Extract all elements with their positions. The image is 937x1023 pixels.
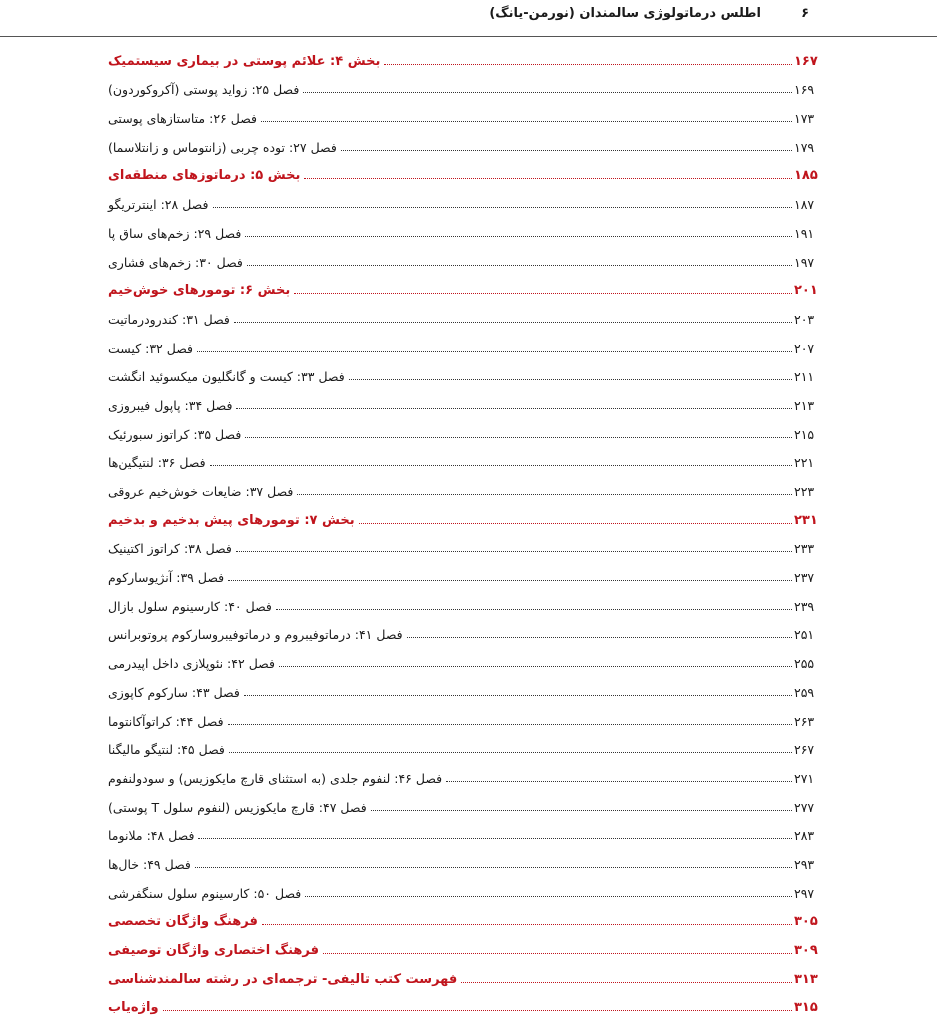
toc-chapter-entry[interactable] — [106, 388, 828, 417]
dot-leader — [245, 236, 792, 237]
page-number: ۶ — [801, 6, 809, 21]
toc-entry-page: ۱۸۵ — [794, 168, 818, 184]
toc-entry-page: ۲۱۵ — [794, 426, 815, 442]
toc-entry-title: فصل ۳۹: آنژیوسارکوم — [108, 570, 225, 586]
toc-entry-title: فصل ۴۰: کارسینوم سلول بازال — [108, 598, 272, 614]
toc-entry-title: فصل ۴۸: ملانوما — [108, 828, 195, 844]
toc-entry-title: فهرست کتب تالیفی- ترجمه‌ای در رشته سالمندشناسی — [108, 971, 458, 987]
toc-entry-title: فصل ۴۳: سارکوم کاپوزی — [108, 684, 240, 700]
dot-leader — [163, 1010, 792, 1011]
toc-chapter-entry[interactable] — [106, 819, 828, 848]
toc-chapter-entry[interactable] — [106, 847, 828, 876]
toc-entry-page: ۲۳۷ — [794, 570, 815, 586]
toc-entry-page: ۲۷۱ — [794, 770, 815, 786]
toc-entry-title: فصل ۲۵: زواید پوستی (آکروکوردون) — [108, 82, 300, 98]
toc-entry-page: ۲۵۹ — [794, 684, 815, 700]
toc-entry-title: فصل ۴۲: نئوپلازی داخل اپیدرمی — [108, 656, 275, 672]
dot-leader — [247, 265, 792, 266]
toc-entry-page: ۲۱۳ — [794, 397, 815, 413]
toc-entry-page: ۲۷۷ — [794, 799, 815, 815]
page-header — [0, 0, 937, 37]
dot-leader — [244, 695, 792, 696]
dot-leader — [261, 121, 792, 122]
dot-leader — [262, 924, 792, 925]
toc-part-entry[interactable] — [106, 962, 828, 991]
toc-entry-title: فصل ۴۷: قارچ مایکوزیس (لنفوم سلول T پوستی) — [108, 799, 367, 815]
toc-entry-page: ۲۳۹ — [794, 598, 815, 614]
toc-entry-page: ۲۰۷ — [794, 340, 815, 356]
toc-part-entry[interactable] — [106, 991, 828, 1020]
toc-entry-page: ۱۷۳ — [794, 111, 815, 127]
dot-leader — [305, 896, 792, 897]
dot-leader — [198, 838, 792, 839]
dot-leader — [294, 293, 792, 294]
toc-entry-title: فصل ۳۲: کیست — [108, 340, 194, 356]
toc-chapter-entry[interactable] — [106, 618, 828, 647]
dot-leader — [229, 752, 792, 753]
toc-chapter-entry[interactable] — [106, 876, 828, 905]
dot-leader — [228, 580, 792, 581]
toc-chapter-entry[interactable] — [106, 216, 828, 245]
dot-leader — [304, 178, 792, 179]
toc-entry-page: ۱۸۷ — [794, 197, 815, 213]
dot-leader — [349, 379, 792, 380]
toc-entry-title: فصل ۴۵: لنتیگو مالیگنا — [108, 742, 225, 758]
toc-chapter-entry[interactable] — [106, 560, 828, 589]
toc-entry-title: فصل ۳۱: کندرودرماتیت — [108, 311, 230, 327]
toc-entry-page: ۱۹۱ — [794, 225, 815, 241]
toc-chapter-entry[interactable] — [106, 245, 828, 274]
dot-leader — [303, 92, 792, 93]
toc-entry-page: ۳۱۵ — [794, 1000, 818, 1016]
dot-leader — [236, 408, 792, 409]
toc-entry-title: بخش ۶: تومورهای خوش‌خیم — [108, 283, 291, 299]
dot-leader — [384, 64, 792, 65]
toc-chapter-entry[interactable] — [106, 446, 828, 475]
toc-entry-page: ۲۹۳ — [794, 856, 815, 872]
toc-chapter-entry[interactable] — [106, 130, 828, 159]
toc-entry-title: فصل ۲۷: توده چربی (زانتوماس و زانتلاسما) — [108, 139, 337, 155]
toc-entry-page: ۲۰۳ — [794, 311, 815, 327]
table-of-contents — [106, 44, 828, 1019]
toc-entry-title: فصل ۳۴: پاپول فیبروزی — [108, 397, 233, 413]
toc-chapter-entry[interactable] — [106, 474, 828, 503]
toc-entry-title: فصل ۳۰: زخم‌های فشاری — [108, 254, 243, 270]
toc-part-entry[interactable] — [106, 503, 828, 532]
toc-entry-title: فصل ۳۵: کراتوز سبورئیک — [108, 426, 242, 442]
toc-entry-title: فصل ۳۷: ضایعات خوش‌خیم عروقی — [108, 484, 294, 499]
toc-chapter-entry[interactable] — [106, 646, 828, 675]
toc-entry-title: فصل ۴۱: درماتوفیبروم و درماتوفیبروسارکوم پروتوبرانس — [108, 627, 403, 643]
dot-leader — [236, 551, 792, 552]
toc-entry-title: بخش ۷: تومورهای پیش بدخیم و بدخیم — [108, 512, 355, 528]
toc-entry-page: ۲۵۱ — [794, 627, 815, 643]
toc-chapter-entry[interactable] — [106, 589, 828, 618]
toc-chapter-entry[interactable] — [106, 331, 828, 360]
toc-chapter-entry[interactable] — [106, 360, 828, 389]
dot-leader — [407, 637, 792, 638]
toc-entry-page: ۱۷۹ — [794, 139, 815, 155]
toc-entry-title: فصل ۵۰: کارسینوم سلول سنگفرشی — [108, 885, 302, 901]
toc-entry-title: فرهنگ اختصاری واژگان توصیفی — [108, 943, 319, 958]
toc-entry-page: ۲۲۱ — [794, 455, 815, 471]
toc-chapter-entry[interactable] — [106, 532, 828, 561]
dot-leader — [279, 666, 792, 667]
toc-entry-title: واژه‌یاب — [108, 1000, 159, 1016]
toc-entry-page: ۲۹۷ — [794, 885, 815, 901]
dot-leader — [213, 207, 793, 208]
toc-entry-page: ۲۱۱ — [794, 369, 815, 385]
dot-leader — [461, 982, 792, 983]
dot-leader — [276, 609, 792, 610]
dot-leader — [210, 465, 792, 466]
dot-leader — [228, 724, 792, 725]
toc-chapter-entry[interactable] — [106, 73, 828, 102]
toc-entry-title: فصل ۴۴: کراتوآکانتوما — [108, 713, 224, 729]
toc-entry-page: ۳۰۵ — [794, 914, 818, 930]
toc-chapter-entry[interactable] — [106, 704, 828, 733]
book-title: اطلس درماتولوژی سالمندان (نورمن-یانگ) — [489, 6, 761, 21]
toc-entry-page: ۲۸۳ — [794, 828, 815, 844]
toc-entry-title: فصل ۳۸: کراتوز اکتینیک — [108, 541, 232, 557]
toc-chapter-entry[interactable] — [106, 675, 828, 704]
toc-entry-page: ۲۰۱ — [794, 283, 818, 299]
dot-leader — [195, 867, 792, 868]
toc-chapter-entry[interactable] — [106, 733, 828, 762]
toc-entry-title: بخش ۴: علائم پوستی در بیماری سیستمیک — [108, 53, 381, 69]
toc-entry-title: فصل ۴۹: خال‌ها — [108, 856, 191, 872]
toc-entry-title: فصل ۳۳: کیست و گانگلیون میکسوئید انگشت — [108, 369, 345, 385]
toc-entry-title: فصل ۲۹: زخم‌های ساق پا — [108, 225, 242, 241]
toc-entry-page: ۲۲۳ — [794, 484, 815, 499]
toc-chapter-entry[interactable] — [106, 187, 828, 216]
toc-chapter-entry[interactable] — [106, 761, 828, 790]
toc-chapter-entry[interactable] — [106, 790, 828, 819]
toc-chapter-entry[interactable] — [106, 101, 828, 130]
toc-part-entry[interactable] — [106, 933, 828, 962]
toc-entry-page: ۱۹۷ — [794, 254, 815, 270]
toc-part-entry[interactable] — [106, 159, 828, 188]
dot-leader — [359, 523, 792, 524]
toc-part-entry[interactable] — [106, 905, 828, 934]
dot-leader — [245, 437, 792, 438]
toc-entry-page: ۲۶۳ — [794, 713, 815, 729]
toc-entry-page: ۱۶۹ — [794, 82, 815, 98]
toc-entry-page: ۲۶۷ — [794, 742, 815, 758]
toc-entry-page: ۲۳۳ — [794, 541, 815, 557]
toc-entry-title: فصل ۲۶: متاستازهای پوستی — [108, 111, 258, 127]
toc-entry-title: فصل ۴۶: لنفوم جلدی (به استثنای قارچ مایکوزیس) و سودولنفوم — [108, 770, 443, 786]
dot-leader — [371, 810, 792, 811]
toc-chapter-entry[interactable] — [106, 302, 828, 331]
toc-entry-title: فصل ۲۸: اینترتریگو — [108, 197, 209, 213]
toc-entry-title: فصل ۳۶: لنتیگین‌ها — [108, 455, 206, 471]
toc-entry-page: ۳۱۳ — [794, 971, 818, 987]
dot-leader — [297, 494, 792, 495]
toc-chapter-entry[interactable] — [106, 417, 828, 446]
toc-part-entry[interactable] — [106, 274, 828, 303]
toc-entry-page: ۱۶۷ — [794, 53, 818, 69]
dot-leader — [446, 781, 792, 782]
toc-entry-title: بخش ۵: درماتوزهای منطقه‌ای — [108, 168, 301, 184]
dot-leader — [197, 351, 792, 352]
dot-leader — [341, 150, 792, 151]
toc-entry-title: فرهنگ واژگان تخصصی — [108, 914, 258, 930]
dot-leader — [323, 953, 792, 954]
toc-entry-page: ۲۵۵ — [794, 656, 815, 672]
toc-entry-page: ۳۰۹ — [794, 943, 818, 958]
dot-leader — [234, 322, 792, 323]
toc-entry-page: ۲۳۱ — [794, 512, 818, 528]
toc-part-entry[interactable] — [106, 44, 828, 73]
